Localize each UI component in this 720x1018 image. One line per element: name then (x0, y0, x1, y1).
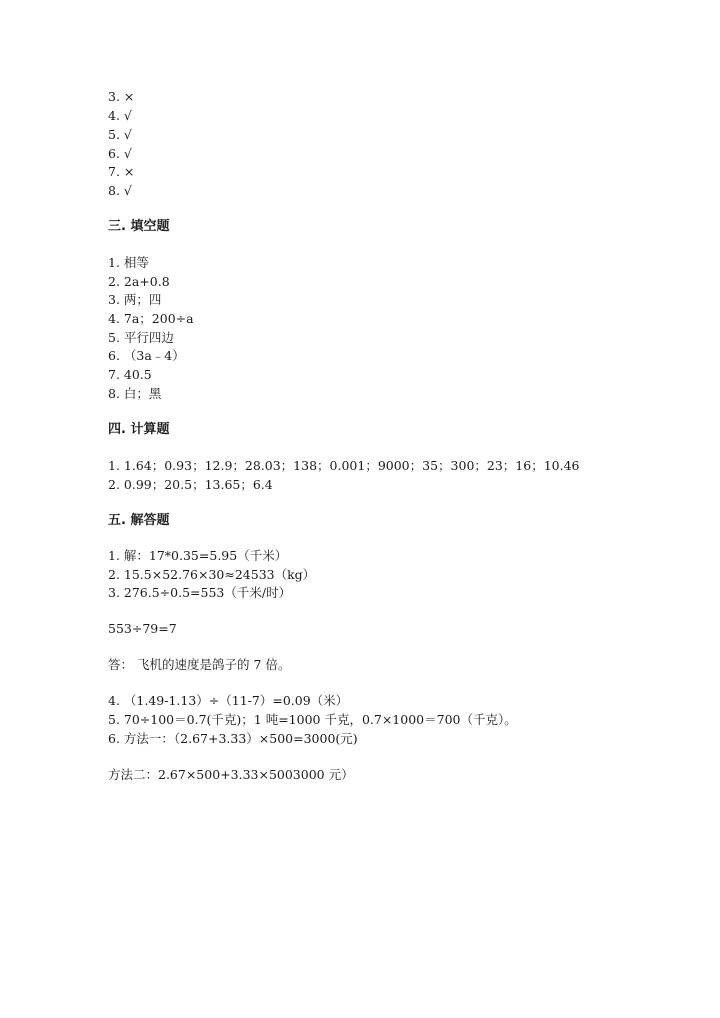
answer-line: 3. × (108, 89, 135, 104)
answer-line: 7. × (108, 164, 135, 179)
answer-line: 4. 7a；200÷a (108, 311, 194, 326)
answer-line: 5. 平行四边 (108, 330, 174, 345)
section-heading-solutions: 五. 解答题 (108, 513, 170, 528)
answer-line: 2. 2a+0.8 (108, 274, 170, 289)
answer-line: 3. 两；四 (108, 292, 162, 307)
answer-line: 1. 解：17*0.35=5.95（千米） (108, 548, 288, 563)
answer-line: 2. 0.99；20.5；13.65；6.4 (108, 477, 273, 492)
answer-line: 8. 白；黑 (108, 386, 162, 401)
answer-line: 4. √ (108, 108, 132, 123)
answer-line: 4. （1.49-1.13）÷（11-7）=0.09（米） (108, 693, 349, 708)
answer-line: 5. 70÷100＝0.7(千克)；1 吨=1000 千克，0.7×1000＝700（千克）。 (108, 712, 517, 727)
answer-line: 2. 15.5×52.76×30≈24533（kg） (108, 567, 316, 582)
answer-line: 5. √ (108, 127, 132, 142)
answer-line: 8. √ (108, 183, 132, 198)
answer-line: 3. 276.5÷0.5=553（千米/时） (108, 585, 292, 600)
answer-line: 6. 方法一：（2.67+3.33）×500=3000(元) (108, 731, 358, 746)
answer-line: 7. 40.5 (108, 367, 152, 382)
answer-line: 6. （3a﹣4） (108, 348, 185, 363)
answer-line: 1. 相等 (108, 255, 149, 270)
answer-line: 1. 1.64；0.93；12.9；28.03；138；0.001；9000；35；300；23；16；10.46 (108, 458, 580, 473)
calculation-line: 553÷79=7 (108, 621, 177, 636)
answer-statement: 答： 飞机的速度是鸽子的 7 倍。 (108, 657, 291, 672)
section-heading-calculation: 四. 计算题 (108, 422, 170, 437)
section-heading-fill-blank: 三. 填空题 (108, 219, 170, 234)
answer-line: 6. √ (108, 146, 132, 161)
method-two-line: 方法二：2.67×500+3.33×5003000 元） (108, 767, 354, 782)
